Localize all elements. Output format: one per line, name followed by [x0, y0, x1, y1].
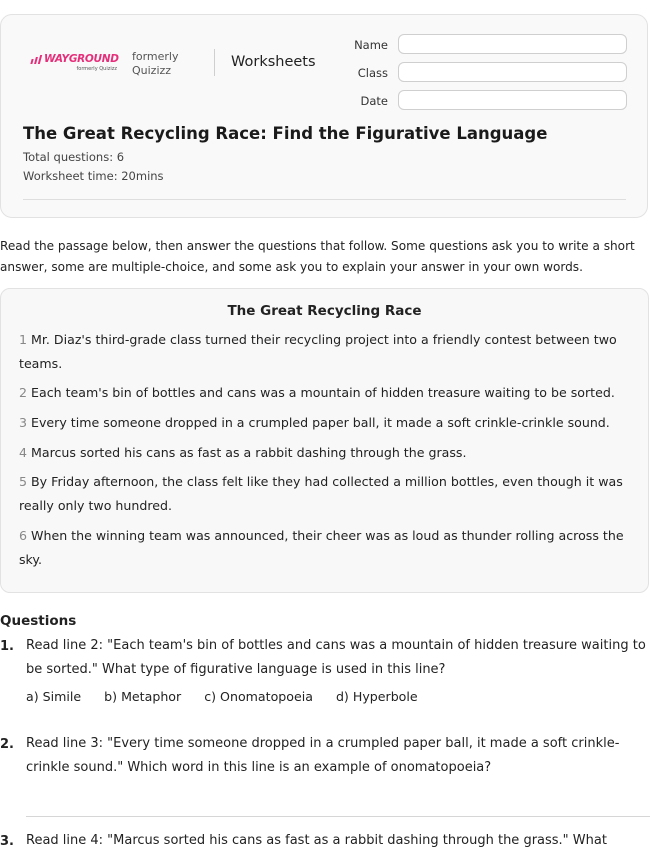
option-c[interactable]: c) Onomatopoeia — [204, 689, 313, 704]
line-number: 3 — [19, 415, 28, 430]
line-text: Each team's bin of bottles and cans was a mountain of hidden treasure waiting to be sorted. — [31, 385, 615, 400]
passage-line — [19, 441, 633, 465]
line-text: Mr. Diaz's third-grade class turned their recycling project into a friendly contest between two teams. — [19, 332, 617, 371]
question-text: Read line 2: "Each team's bin of bottles and cans was a mountain of hidden treasure waiting to be sorted." What type of figurative language is used in this line? — [26, 638, 646, 678]
question-number: 1. — [0, 639, 14, 654]
option-d[interactable]: d) Hyperbole — [335, 689, 418, 704]
date-field[interactable] — [398, 90, 627, 110]
option-a[interactable]: a) Simile — [26, 689, 82, 704]
line-text: When the winning team was announced, their cheer was as loud as thunder rolling across the sky. — [19, 528, 624, 567]
option-b[interactable]: b) Metaphor — [104, 689, 182, 704]
class-field[interactable] — [398, 62, 627, 82]
worksheet-title: The Great Recycling Race: Find the Figurative Language — [23, 124, 548, 143]
passage-line — [19, 470, 633, 518]
line-text: Every time someone dropped in a crumpled paper ball, it made a soft crinkle-crinkle sound. — [31, 415, 610, 430]
question-number: 2. — [0, 737, 14, 752]
line-number: 4 — [19, 445, 28, 460]
wayground-logo — [31, 53, 117, 72]
line-number: 5 — [19, 474, 28, 489]
worksheets-label: Worksheets — [231, 54, 316, 70]
formerly-line2: Quizizz — [132, 64, 172, 77]
header-divider — [214, 49, 215, 76]
passage-card — [0, 288, 649, 593]
passage-title: The Great Recycling Race — [227, 303, 422, 319]
logo-wordmark: WAYGROUND — [44, 53, 119, 65]
passage-line — [19, 411, 633, 435]
formerly-quizizz — [132, 50, 179, 78]
passage-line — [19, 328, 633, 376]
answer-options — [26, 689, 418, 704]
date-label: Date — [360, 94, 388, 108]
line-number: 2 — [19, 385, 28, 400]
questions-heading: Questions — [0, 613, 77, 629]
line-number: 6 — [19, 528, 28, 543]
name-label: Name — [354, 38, 388, 52]
worksheet-time: Worksheet time: 20mins — [23, 169, 164, 183]
worksheet-header — [0, 14, 648, 218]
answer-line[interactable] — [26, 816, 650, 817]
line-text: By Friday afternoon, the class felt like they had collected a million bottles, even though it was really only two hundred. — [19, 474, 623, 513]
logo-bars-icon — [31, 55, 41, 64]
formerly-line1: formerly — [132, 50, 179, 63]
total-questions: Total questions: 6 — [23, 150, 125, 164]
question-text: Read line 3: "Every time someone dropped in a crumpled paper ball, it made a soft crinkle-crinkle sound." Which word in this line is an example of onomatopoeia? — [26, 736, 620, 776]
question-number: 3. — [0, 834, 14, 849]
line-text: Marcus sorted his cans as fast as a rabbit dashing through the grass. — [31, 445, 467, 460]
instructions: Read the passage below, then answer the questions that follow. Some questions ask you to write a short answer, some are multiple-choice, and some ask you to explain your answer in your own words. — [0, 239, 635, 274]
class-label: Class — [357, 66, 388, 80]
passage-line — [19, 381, 633, 405]
header-separator — [23, 199, 626, 200]
question-text: Read line 4: "Marcus sorted his cans as fast as a rabbit dashing through the grass." What — [26, 833, 607, 848]
passage-line — [19, 524, 633, 572]
logo-subtext: formerly Quizizz — [76, 66, 117, 72]
line-number: 1 — [19, 332, 28, 347]
name-field[interactable] — [398, 34, 627, 54]
